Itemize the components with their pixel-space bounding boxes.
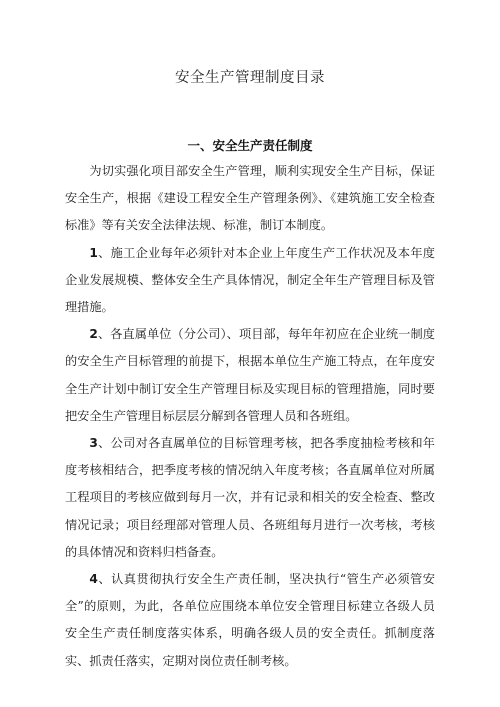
paragraph-item-1 [65,240,435,322]
paragraph-item-3 [65,430,435,566]
paragraph-item-4 [65,566,435,675]
paragraph-text: 、施工企业每年必须针对本企业上年度生产工作状况及本年度企业发展规模、整体安全生产具体情况，制定全年生产管理目标及管理措施。 [65,245,435,315]
paragraph-intro [65,158,435,240]
document-body [65,158,435,675]
paragraph-text: 为切实强化项目部安全生产管理，顺利实现安全生产目标，保证安全生产，根据《建设工程安全生产管理条例》、《建筑施工安全检查标准》等有关安全法律法规、标准，制订本制度。 [65,164,435,233]
section-heading: 一、安全生产责任制度 [187,138,313,153]
document-title: 安全生产管理制度目录 [175,70,325,86]
paragraph-number: 1 [89,245,98,260]
paragraph-text: 、各直属单位（分公司）、项目部，每年年初应在企业统一制度的安全生产目标管理的前提下，根据本单位生产施工特点，在年度安全生产计划中制订安全生产管理目标及实现目标的管理措施，同时要把安全生产管理目标层层分解到各管理人员和各班组。 [65,327,435,423]
paragraph-number: 3 [89,436,98,451]
paragraph-item-2 [65,321,435,430]
paragraph-number: 4 [89,572,98,587]
paragraph-text: 、认真贯彻执行安全生产责任制，坚决执行“管生产必须管安全”的原则，为此，各单位应围绕本单位安全管理目标建立各级人员安全生产责任制度落实体系，明确各级人员的安全责任。抓制度落实、抓责任落实，定期对岗位责任制考核。 [65,572,435,668]
paragraph-text: 、公司对各直属单位的目标管理考核，把各季度抽检考核和年度考核相结合，把季度考核的情况纳入年度考核；各直属单位对所属工程项目的考核应做到每月一次，并有记录和相关的安全检查、整改情况记录；项目经理部对管理人员、各班组每月进行一次考核，考核的具体情况和资料归档备查。 [65,436,435,559]
paragraph-number: 2 [89,327,98,342]
